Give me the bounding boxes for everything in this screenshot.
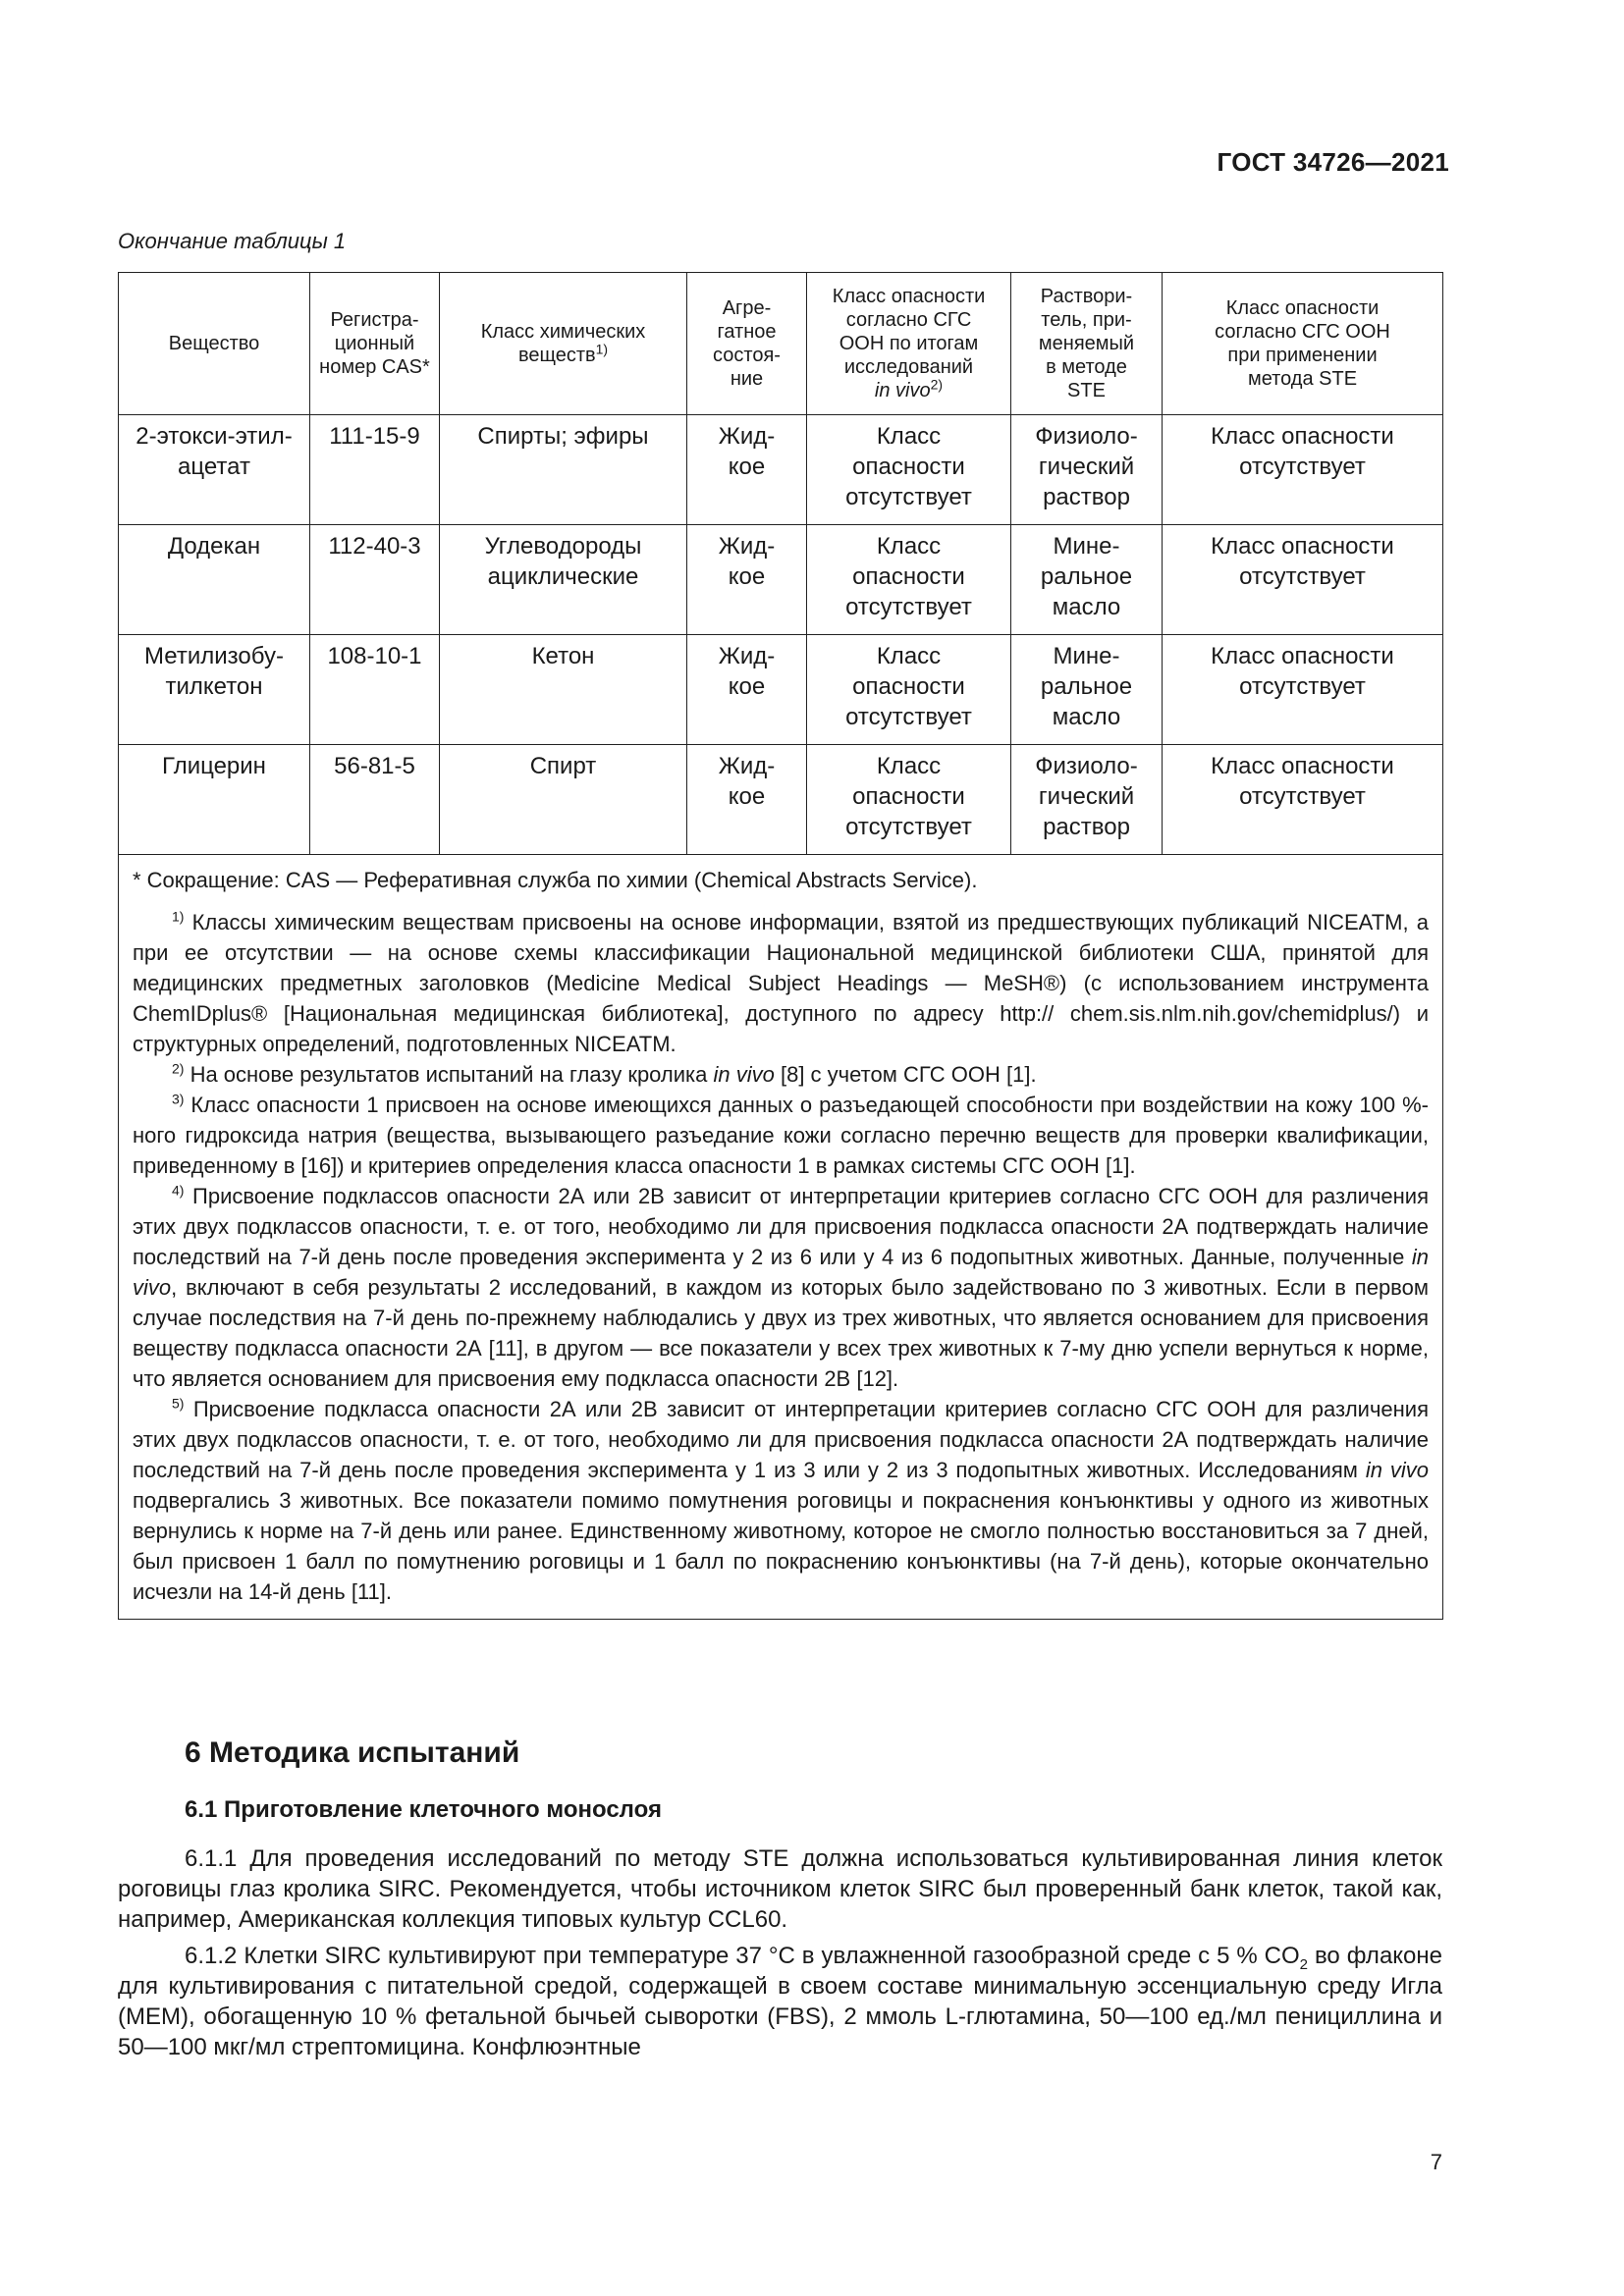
table-cell: Класс опасности отсутствует [1163,745,1443,855]
table-row [119,745,1443,855]
table-cell: 112-40-3 [310,525,440,635]
table-cell: Жид- кое [687,525,807,635]
table-cell: Мине- ральное масло [1011,635,1163,745]
table-cell: Метилизобу- тилкетон [119,635,310,745]
column-header: Агре- гатное состоя- ние [687,273,807,415]
table-cell: Класс опасности отсутствует [807,635,1011,745]
table-cell: Мине- ральное масло [1011,525,1163,635]
note-3: $^{3)}$ Класс опасности 1 присвоен на основе имеющихся данных о разъедающей способности при воздействии на кожу 100 %-ного гидроксида натрия (вещества, вызывающего разъедание кожи согласно перечню веществ для проверки квалификации, приведенному в [16]) и критериев определения класса опасности 1 в рамках системы СГС ООН [1]. [133,1091,1429,1178]
table-cell: 2-этокси-этил- ацетат [119,415,310,525]
note-2: $^{2)}$ На основе результатов испытаний на глазу кролика in vivo [8] с учетом СГС ООН [1]. [172,1060,1037,1087]
table-caption: Окончание таблицы 1 [118,229,347,253]
standard-header: ГОСТ 34726—2021 [1217,147,1449,177]
subsection-title: 6.1 Приготовление клеточного монослоя [185,1796,662,1823]
table-cell: 108-10-1 [310,635,440,745]
column-header: Вещество [119,273,310,415]
table-cell: Физиоло- гический раствор [1011,415,1163,525]
table-row [119,635,1443,745]
table-cell: Жид- кое [687,745,807,855]
column-header: Регистра- ционный номер CAS* [310,273,440,415]
table-cell: Глицерин [119,745,310,855]
note-5: $^{5)}$ Присвоение подкласса опасности 2А или 2В зависит от интерпретации критериев согласно СГС ООН для различения этих двух подклассов опасности, т. е. от того, необходимо ли для присвоения подкласса опасности 2А подтверждать наличие последствий на 7-й день после проведения эксперимента у 1 из 3 или у 2 из 3 подопытных животных. Исследованиям in vivo подвергались 3 животных. Все показатели помимо помутнения роговицы и покраснения конъюнктивы у одного из животных вернулись к норме на 7-й день или ранее. Единственному животному, которое не смогло полностью восстановиться за 7 дней, был присвоен 1 балл по помутнению роговицы и 1 балл по покраснению конъюнктивы (на 7-й день), которые окончательно исчезли на 14-й день [11]. [133,1395,1429,1604]
table-cell: Кетон [440,635,687,745]
table-cell: 111-15-9 [310,415,440,525]
table-cell: Класс опасности отсутствует [1163,415,1443,525]
table-notes [119,855,1443,1620]
table-cell: Жид- кое [687,635,807,745]
column-header: Раствори- тель, при- меняемый в методе STE [1011,273,1163,415]
table-cell: 56-81-5 [310,745,440,855]
table-row [119,525,1443,635]
table-cell: Жид- кое [687,415,807,525]
table-cell: Класс опасности отсутствует [1163,635,1443,745]
paragraph-6-1-2: 6.1.2 Клетки SIRC культивируют при температуре 37 °С в увлажненной газообразной среде с 5 % $CO_2$ во флаконе для культивирования с питательной средой, содержащей в своем составе минимальную эссенциальную среду Игла (МЕМ), обогащенную 10 % фетальной бычьей сыворотки (FBS), 2 ммоль L-глютамина, 50—100 ед./мл пенициллина и 50—100 мкг/мл стрептомицина. Конфлюэнтные [118,1943,1443,2060]
column-header: Класс опасности согласно СГС ООН при применении метода STE [1163,273,1443,415]
hazard-table [118,272,1442,1620]
note-4: $^{4)}$ Присвоение подклассов опасности 2А или 2В зависит от интерпретации критериев согласно СГС ООН для различения этих двух подклассов опасности, т. е. от того, необходимо ли для присвоения подкласса опасности 2А подтверждать наличие последствий на 7-й день после проведения эксперимента у 2 из 6 или у 4 из 6 подопытных животных. Данные, полученные in vivo, включают в себя результаты 2 исследований, в каждом из которых было задействовано по 3 животных. Если в первом случае последствия на 7-й день по-прежнему наблюдались у двух из трех животных, что является основанием для присвоения веществу подкласса опасности 2А [11], в другом — все показатели у всех трех животных к 7-му дню успели вернуться к норме, что является основанием для присвоения ему подкласса опасности 2В [12]. [133,1182,1429,1391]
table-cell: Класс опасности отсутствует [1163,525,1443,635]
section-title: 6 Методика испытаний [185,1736,520,1769]
table-cell: Углеводороды ациклические [440,525,687,635]
note-abbrev: * Сокращение: CAS — Реферативная служба по химии (Chemical Abstracts Service). [133,868,978,892]
table-row [119,415,1443,525]
table-cell: Класс опасности отсутствует [807,415,1011,525]
table-cell: Физиоло- гический раствор [1011,745,1163,855]
column-header: Класс химических веществ$^{1)}$ [440,273,687,415]
table-cell: Класс опасности отсутствует [807,745,1011,855]
section-body [118,1843,1442,2068]
table-cell: Спирты; эфиры [440,415,687,525]
table-cell: Класс опасности отсутствует [807,525,1011,635]
paragraph-6-1-1: 6.1.1 Для проведения исследований по методу STE должна использоваться культивированная линия клеток роговицы глаз кролика SIRC. Рекомендуется, чтобы источником клеток SIRC был проверенный банк клеток, такой как, например, Американская коллекция типовых культур CCL60. [118,1845,1442,1933]
table-cell: Додекан [119,525,310,635]
page-number: 7 [1430,2150,1442,2174]
table-header-row [119,273,1443,415]
note-1: $^{1)}$ Классы химическим веществам присвоены на основе информации, взятой из предшествующих публикаций NICEATM, а при ее отсутствии — на основе схемы классификации Национальной медицинской библиотеки США, принятой для медицинских предметных заголовков (Medicine Medical Subject Headings — MeSH®) (с использованием инструмента ChemIDplus® [Национальная медицинская библиотека], доступного по адресу http:// chem.sis.nlm.nih.gov/chemidplus/) и структурных определений, подготовленных NICEATM. [133,908,1429,1056]
column-header: Класс опасности согласно СГС ООН по итогам исследований in vivo$^{2)}$ [807,273,1011,415]
table-cell: Спирт [440,745,687,855]
